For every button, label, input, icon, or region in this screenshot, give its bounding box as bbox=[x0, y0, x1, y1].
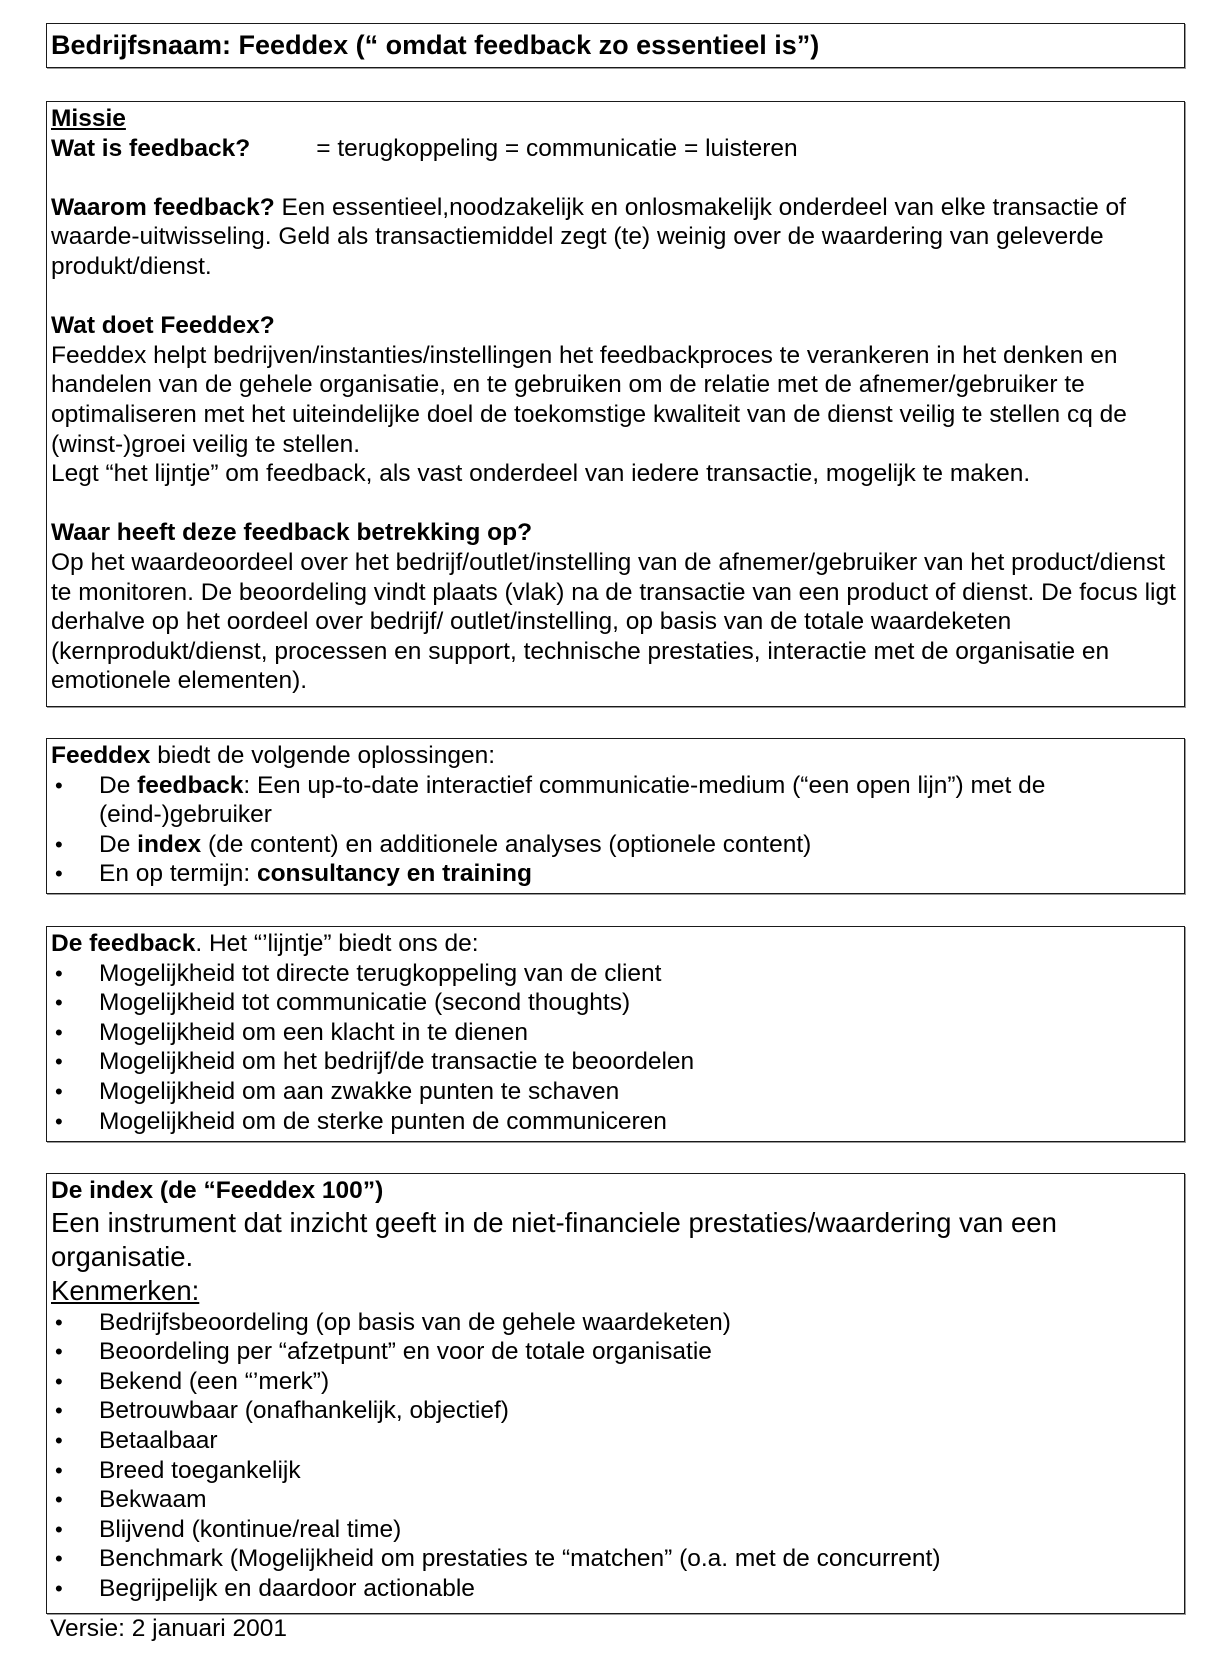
item-text: Betrouwbaar (onafhankelijk, objectief) bbox=[99, 1397, 509, 1425]
index-heading: De index (de “Feeddex 100”) bbox=[51, 1177, 384, 1204]
bullet-icon: • bbox=[55, 1368, 63, 1394]
bullet-icon: • bbox=[55, 831, 63, 857]
item-text: Bekwaam bbox=[99, 1486, 207, 1514]
list-item bbox=[51, 988, 1184, 1018]
list-item bbox=[51, 1018, 1184, 1048]
document-title: Bedrijfsnaam: Feeddex (“ omdat feedback zo essentieel is”) bbox=[51, 30, 820, 60]
item-text: De bbox=[99, 771, 138, 799]
list-item bbox=[51, 1574, 1184, 1604]
list-item bbox=[51, 1107, 1184, 1137]
item-text: Beoordeling per “afzetpunt” en voor de totale organisatie bbox=[99, 1338, 712, 1366]
index-section bbox=[46, 1173, 1185, 1614]
item-text: Mogelijkheid om de sterke punten de communiceren bbox=[99, 1107, 667, 1135]
item-text: Mogelijkheid om het bedrijf/de transactie te beoordelen bbox=[99, 1048, 695, 1076]
bullet-icon: • bbox=[55, 1487, 63, 1513]
list-item bbox=[51, 1367, 1184, 1397]
offerings-intro bbox=[51, 741, 1184, 771]
bullet-icon: • bbox=[55, 772, 63, 798]
list-item bbox=[51, 1077, 1184, 1107]
bullet-icon: • bbox=[55, 1546, 63, 1572]
list-item bbox=[51, 859, 1184, 889]
item-text: Bekend (een “’merk”) bbox=[99, 1367, 330, 1395]
mission-section bbox=[46, 101, 1185, 707]
offerings-section bbox=[46, 738, 1185, 894]
why-feedback-text: Een essentieel,noodzakelijk en onlosmakelijk onderdeel van elke transactie of waarde-uitwisseling. Geld als transactiemiddel zegt (te) weinig over de waardering van geleverde produkt/dienst. bbox=[51, 193, 1126, 280]
list-item bbox=[51, 1337, 1184, 1367]
features-label: Kenmerken: bbox=[51, 1274, 200, 1306]
what-does-feeddex-text-2: Legt “het lijntje” om feedback, als vast onderdeel van iedere transactie, mogelijk te maken. bbox=[51, 460, 1031, 488]
item-keyword: consultancy en training bbox=[256, 860, 532, 888]
offerings-intro-brand: Feeddex bbox=[51, 742, 151, 769]
bullet-icon: • bbox=[55, 1516, 63, 1542]
feedback-section bbox=[46, 926, 1185, 1142]
mission-heading: Missie bbox=[51, 105, 126, 132]
bullet-icon: • bbox=[55, 1078, 63, 1104]
item-text: : Een up-to-date interactief communicatie-medium (“een open lijn”) met de (eind-)gebruiker bbox=[99, 771, 1046, 829]
list-item bbox=[51, 1308, 1184, 1338]
item-text: Breed toegankelijk bbox=[99, 1456, 301, 1484]
features-list bbox=[51, 1308, 1184, 1604]
what-does-feeddex-label: Wat doet Feeddex? bbox=[51, 312, 275, 340]
item-text: Begrijpelijk en daardoor actionable bbox=[99, 1574, 475, 1602]
item-text: Bedrijfsbeoordeling (op basis van de gehele waardeketen) bbox=[99, 1308, 731, 1336]
bullet-icon: • bbox=[55, 960, 63, 986]
list-item bbox=[51, 1047, 1184, 1077]
feedback-intro bbox=[51, 929, 1184, 959]
list-item bbox=[51, 959, 1184, 989]
feedback-list bbox=[51, 959, 1184, 1137]
title-box bbox=[46, 23, 1185, 68]
item-text: En op termijn: bbox=[99, 860, 257, 888]
item-text: Mogelijkheid tot directe terugkoppeling van de client bbox=[99, 959, 662, 987]
why-feedback-label: Waarom feedback? bbox=[51, 193, 275, 221]
bullet-icon: • bbox=[55, 1108, 63, 1134]
item-text: Benchmark (Mogelijkheid om prestaties te “matchen” (o.a. met de concurrent) bbox=[99, 1545, 941, 1573]
bullet-icon: • bbox=[55, 1398, 63, 1424]
item-keyword: feedback bbox=[137, 771, 244, 799]
list-item bbox=[51, 1485, 1184, 1515]
item-keyword: index bbox=[137, 830, 202, 858]
offerings-list bbox=[51, 771, 1184, 889]
feedback-intro-heading: De feedback bbox=[51, 930, 196, 957]
item-text: Mogelijkheid tot communicatie (second thoughts) bbox=[99, 989, 631, 1017]
item-text: Betaalbaar bbox=[99, 1426, 218, 1454]
bullet-icon: • bbox=[55, 1457, 63, 1483]
version-label: Versie: 2 januari 2001 bbox=[50, 1615, 287, 1642]
item-text: Mogelijkheid om een klacht in te dienen bbox=[99, 1018, 529, 1046]
bullet-icon: • bbox=[55, 1427, 63, 1453]
bullet-icon: • bbox=[55, 990, 63, 1016]
index-description: Een instrument dat inzicht geeft in de niet-financiele prestaties/waardering van een organisatie. bbox=[51, 1206, 1057, 1272]
bullet-icon: • bbox=[55, 1019, 63, 1045]
list-item bbox=[51, 830, 1184, 860]
item-text: Blijvend (kontinue/real time) bbox=[99, 1515, 402, 1543]
bullet-icon: • bbox=[55, 1339, 63, 1365]
what-is-feedback-value: = terugkoppeling = communicatie = luisteren bbox=[316, 134, 798, 162]
where-feedback-text: Op het waardeoordeel over het bedrijf/outlet/instelling van de afnemer/gebruiker van het product/dienst te monitoren. De beoordeling vindt plaats (vlak) na de transactie van een product of dienst. De focus ligt derhalve op het oordeel over bedrijf/ outlet/instelling, op basis van de totale waardeketen (kernprodukt/dienst, processen en support, technische prestaties, interactie met de organisatie en emotionele elementen). bbox=[51, 548, 1176, 695]
feedback-intro-text: . Het “’lijntje” biedt ons de: bbox=[195, 930, 479, 957]
list-item bbox=[51, 1396, 1184, 1426]
offerings-intro-text: biedt de volgende oplossingen: bbox=[150, 742, 496, 769]
what-is-feedback-row bbox=[51, 134, 1184, 164]
bullet-icon: • bbox=[55, 1575, 63, 1601]
what-is-feedback-label: Wat is feedback? bbox=[51, 134, 251, 162]
what-does-feeddex-text: Feeddex helpt bedrijven/instanties/instellingen het feedbackproces te verankeren in het denken en handelen van de gehele organisatie, en te gebruiken om de relatie met de afnemer/gebruiker te optimaliseren met het uiteindelijke doel de toekomstige kwaliteit van de dienst veilig te stellen cq de (winst-)groei veilig te stellen. bbox=[51, 341, 1127, 458]
item-text: Mogelijkheid om aan zwakke punten te schaven bbox=[99, 1077, 620, 1105]
list-item bbox=[51, 1426, 1184, 1456]
item-text: De bbox=[99, 830, 138, 858]
list-item bbox=[51, 1544, 1184, 1574]
list-item bbox=[51, 1456, 1184, 1486]
bullet-icon: • bbox=[55, 1049, 63, 1075]
list-item bbox=[51, 771, 1184, 830]
why-feedback-paragraph bbox=[51, 193, 1184, 282]
list-item bbox=[51, 1515, 1184, 1545]
item-text: (de content) en additionele analyses (optionele content) bbox=[201, 830, 812, 858]
where-feedback-label: Waar heeft deze feedback betrekking op? bbox=[51, 519, 533, 547]
bullet-icon: • bbox=[55, 861, 63, 887]
bullet-icon: • bbox=[55, 1309, 63, 1335]
